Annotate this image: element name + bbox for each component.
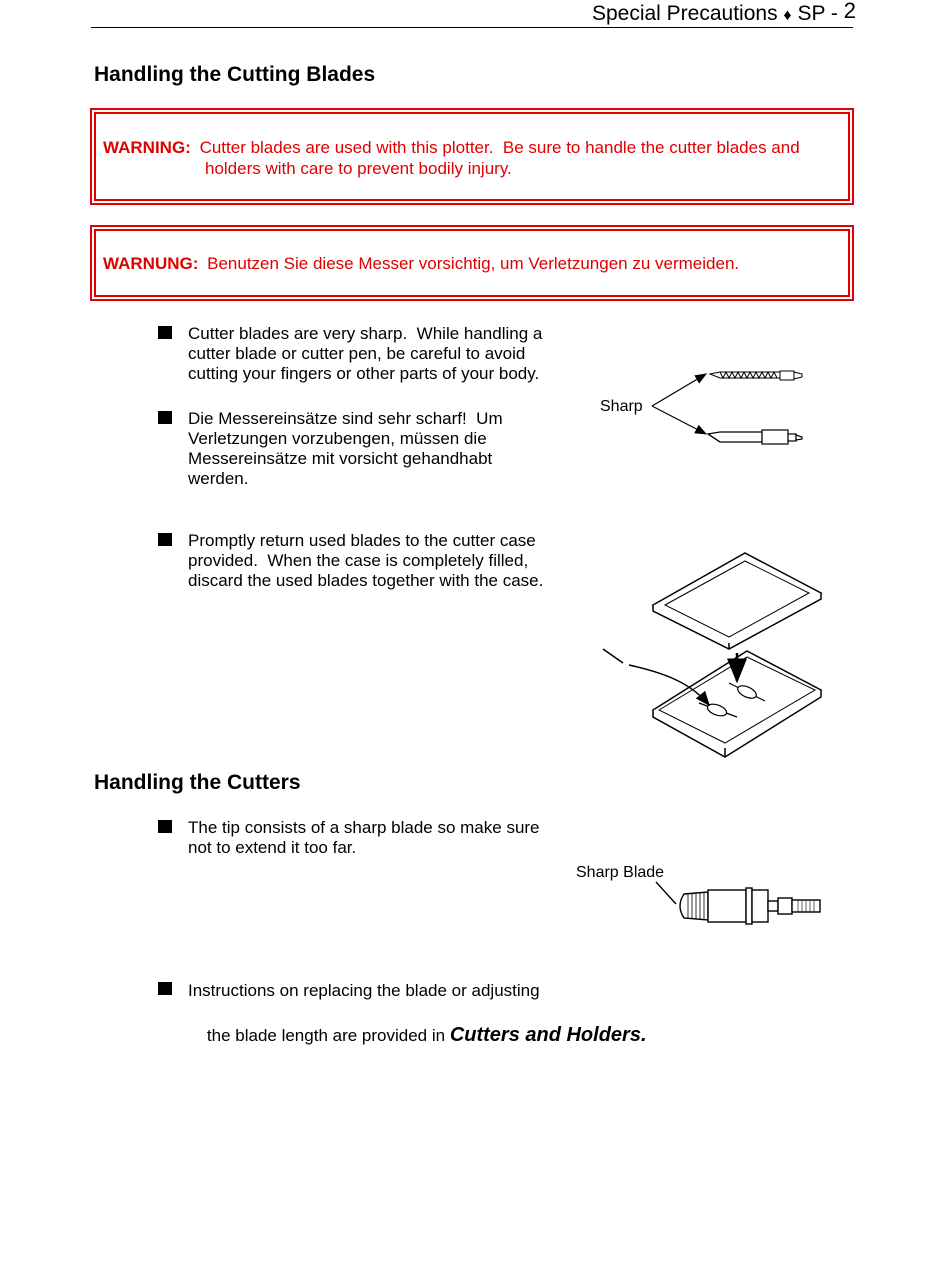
warning-de-body: Benutzen Sie diese Messer vorsichtig, um Verletzungen zu vermeiden. xyxy=(207,254,740,273)
bullet-text-tip xyxy=(188,818,540,858)
warning-en-label: WARNING: xyxy=(103,138,191,157)
blades-illustration xyxy=(640,360,820,460)
warning-en-text xyxy=(103,137,800,179)
text-line: not to extend it too far. xyxy=(188,838,357,857)
bullet-square-icon xyxy=(158,533,172,546)
header-page-number: 2 xyxy=(843,0,856,23)
text-line: Die Messereinsätze sind sehr scharf! Um xyxy=(188,409,503,428)
cross-reference-cutters-holders[interactable]: Cutters and Holders. xyxy=(449,1024,647,1046)
case-lid xyxy=(653,553,821,649)
bullet-square-icon xyxy=(158,326,172,339)
warning-en-line2: holders with care to prevent bodily injury. xyxy=(205,159,512,178)
text-line: Messereinsätze mit vorsicht gehandhabt xyxy=(188,449,493,468)
bullet-square-icon xyxy=(158,411,172,424)
warning-de-text xyxy=(103,253,739,274)
text-line: cutter blade or cutter pen, be careful to avoid xyxy=(188,344,526,363)
text-line: Instructions on replacing the blade or adjusting xyxy=(188,981,540,1000)
text-line: Promptly return used blades to the cutter case xyxy=(188,531,536,550)
bullet-text-return-blades xyxy=(188,531,543,591)
running-header xyxy=(592,0,856,26)
diamond-icon: ♦ xyxy=(783,7,792,24)
bullet-text-sharp-en xyxy=(188,324,542,384)
text-line: The tip consists of a sharp blade so make sure xyxy=(188,818,540,837)
text-line: discard the used blades together with the case. xyxy=(188,571,544,590)
text-line: werden. xyxy=(188,469,249,488)
text-line: provided. When the case is completely filled, xyxy=(188,551,529,570)
warning-box-de xyxy=(90,225,854,301)
header-divider xyxy=(91,27,853,28)
figure-sharp-label: Sharp xyxy=(600,398,643,415)
text-line: Cutter blades are very sharp. While handling a xyxy=(188,324,543,343)
blade-bottom xyxy=(708,430,802,444)
cutter-case-illustration xyxy=(595,545,835,765)
blade-top xyxy=(710,371,802,380)
section-title-cutters: Handling the Cutters xyxy=(94,771,301,794)
bullet-square-icon xyxy=(158,982,172,995)
text-line: Verletzungen vorzubengen, müssen die xyxy=(188,429,487,448)
text-line: cutting your fingers or other parts of your body. xyxy=(188,364,540,383)
warning-en-line1: Cutter blades are used with this plotter. Be sure to handle the cutter blades and xyxy=(199,138,800,157)
section-title-blades: Handling the Cutting Blades xyxy=(94,63,376,86)
bullet-text-sharp-de xyxy=(188,409,503,489)
text-line xyxy=(188,1002,647,1069)
text-line-prefix: the blade length are provided in xyxy=(206,1026,450,1045)
warning-box-en xyxy=(90,108,854,205)
figure-sharp-blade-label: Sharp Blade xyxy=(576,864,665,881)
warning-de-label: WARNUNG: xyxy=(103,254,199,273)
header-section: Special Precautions xyxy=(591,2,778,25)
bullet-square-icon xyxy=(158,820,172,833)
header-page-prefix: SP - xyxy=(797,2,838,25)
cutter-holder-illustration xyxy=(650,878,830,938)
bullet-text-instructions xyxy=(188,980,647,1069)
